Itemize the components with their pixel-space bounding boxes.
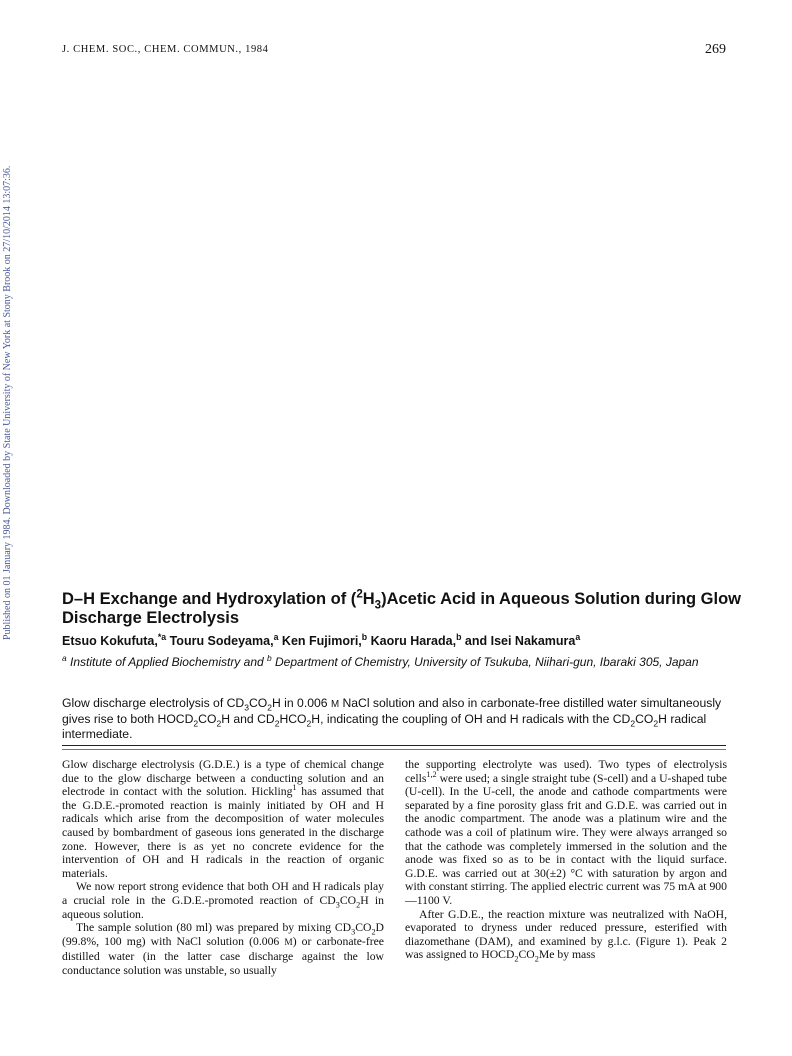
body-paragraph: The sample solution (80 ml) was prepared by mixing $CD_3CO_2D$ (99.8%, 100 mg) with NaCl solution (0.006 M) or carbonate-free distilled water (in the latter case discharge against the low conductance solution was unstable, so usually	[62, 921, 384, 977]
body-column-right	[405, 758, 727, 962]
author-list: Etsuo Kokufuta,$^{*a}$ Touru Sodeyama,$^a$ Ken Fujimori,$^b$ Kaoru Harada,$^b$ and Isei Nakamura$^a$	[62, 631, 581, 648]
journal-header: J. CHEM. SOC., CHEM. COMMUN., 1984	[62, 44, 269, 55]
body-paragraph: We now report strong evidence that both OH and H radicals play a crucial role in the G.D.E.-promoted reaction of $CD_3CO_2H$ in aqueous solution.	[62, 880, 385, 921]
body-paragraph: After G.D.E., the reaction mixture was neutralized with NaOH, evaporated to dryness under reduced pressure, esterified with diazomethane (DAM), and examined by g.l.c. (Figure 1). Peak 2 was assigned to $HOCD_2CO_2Me$ by mass	[405, 907, 727, 964]
abstract-divider-rule-thin	[62, 749, 726, 750]
abstract-divider-rule	[62, 745, 726, 746]
download-watermark: Published on 01 January 1984. Downloaded by State University of New York at Stony Brook on 27/10/2014 13:07:36.	[2, 165, 13, 640]
article-title: D–H Exchange and Hydroxylation of $(^2H_3)Acetic$ Acid in Aqueous Solution during Glow Discharge Electrolysis	[62, 588, 742, 627]
body-column-left	[62, 758, 384, 978]
body-paragraph: the supporting electrolyte was used). Two types of electrolysis cells$^{1,2}$ were used; a single straight tube (S-cell) and a U-shaped tube (U-cell). In the U-cell, the anode and cathode compartments were separated by a fine porosity glass frit and G.D.E. was carried out in the anodic compartment. The anode was a platinum wire and the cathode was a coil of platinum wire. They were always arranged so that the cathode was completely immersed in the solution and the anode was fixed so as to be in contact with the liquid surface. G.D.E. was carried out at 30(±2) °C with saturation by argon and with constant stirring. The applied electric current was 75 mA at 900—1100 V.	[405, 758, 727, 907]
abstract: Glow discharge electrolysis of $CD_3CO_2H$ in 0.006 M NaCl solution and also in carbonate-free distilled water simultaneously gives rise to both $HOCD_2CO_2H$ and $CD_2HCO_2H$, indicating the coupling of OH and H radicals with the $CD_2CO_2H$ radical intermediate.	[62, 696, 722, 742]
author-affiliation: $^a$ Institute of Applied Biochemistry and $^b$ Department of Chemistry, University of Tsukuba, Niihari-gun, Ibaraki 305, Japan	[62, 653, 699, 669]
page-number: 269	[705, 42, 726, 57]
body-paragraph: Glow discharge electrolysis (G.D.E.) is a type of chemical change due to the glow discharge between a conducting solution and an electrode in contact with the solution. Hickling$^1$ has assumed that the G.D.E.-promoted reaction is mainly initiated by OH and H radicals which arise from the decomposition of water molecules caused by bombardment of gaseous ions generated in the discharge zone. However, there is as yet no concrete evidence for the intervention of OH and H radicals in the reaction of organic materials.	[62, 758, 385, 880]
